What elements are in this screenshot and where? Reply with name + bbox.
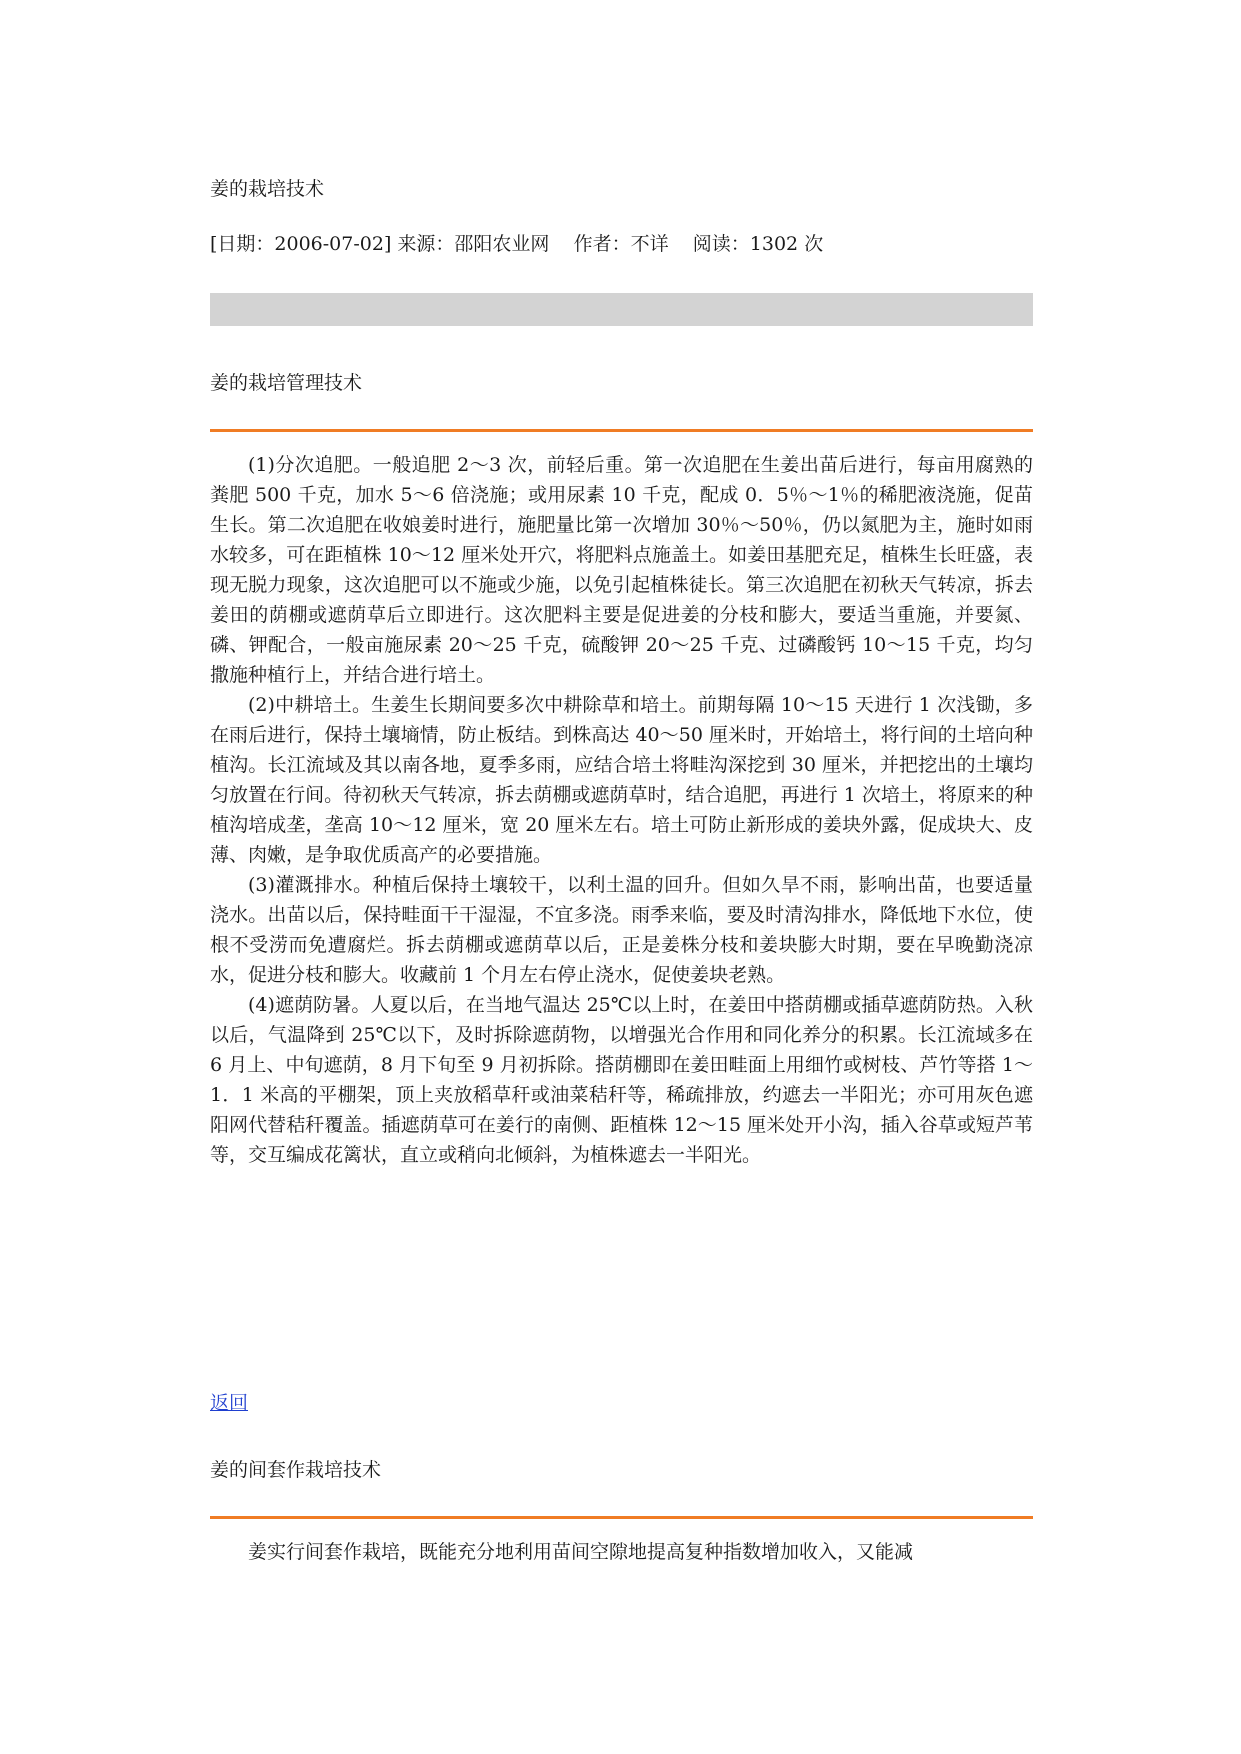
paragraph-irrigation: (3)灌溉排水。种植后保持土壤较干，以利土温的回升。但如久旱不雨，影响出苗，也要适量浇水。出苗以后，保持畦面干干湿湿，不宜多浇。雨季来临，要及时清沟排水，降低地下水位，使根不受涝而免遭腐烂。拆去荫棚或遮荫草以后，正是姜株分枝和姜块膨大时期，要在早晚勤浇凉水，促进分枝和膨大。收藏前 1 个月左右停止浇水，促使姜块老熟。 (210, 874, 1033, 986)
section-body-intercropping (210, 1537, 1033, 1567)
meta-date: [日期：2006-07-02] (210, 233, 392, 255)
orange-divider (210, 429, 1033, 432)
paragraph-fertilizing: (1)分次追肥。一般追肥 2～3 次，前轻后重。第一次追肥在生姜出苗后进行，每亩用腐熟的粪肥 500 千克，加水 5～6 倍浇施；或用尿素 10 千克，配成 0．5％～1％的稀肥液浇施，促苗生长。第二次追肥在收娘姜时进行，施肥量比第一次增加 30％～50％，仍以氮肥为主，施时如雨水较多，可在距植株 10～12 厘米处开穴，将肥料点施盖土。如姜田基肥充足，植株生长旺盛，表现无脱力现象，这次追肥可以不施或少施，以免引起植株徒长。第三次追肥在初秋天气转凉，拆去姜田的荫棚或遮荫草后立即进行。这次肥料主要是促进姜的分枝和膨大，要适当重施，并要氮、磷、钾配合，一般亩施尿素 20～25 千克，硫酸钾 20～25 千克、过磷酸钙 10～15 千克，均匀撒施种植行上，并结合进行培土。 (210, 454, 1033, 686)
paragraph-shading: (4)遮荫防暑。人夏以后，在当地气温达 25℃以上时，在姜田中搭荫棚或插草遮荫防热。入秋以后，气温降到 25℃以下，及时拆除遮荫物，以增强光合作用和同化养分的积累。长江流域多在 6 月上、中旬遮荫，8 月下旬至 9 月初拆除。搭荫棚即在姜田畦面上用细竹或树枝、芦竹等搭 1～1．1 米高的平棚架，顶上夹放稻草秆或油菜秸秆等，稀疏排放，约遮去一半阳光；亦可用灰色遮阳网代替秸秆覆盖。插遮荫草可在姜行的南侧、距植株 12～15 厘米处开小沟，插入谷草或短芦苇等，交互编成花篱状，直立或稍向北倾斜，为植株遮去一半阳光。 (210, 994, 1033, 1166)
meta-reads: 阅读：1302 次 (692, 233, 824, 255)
section-body-cultivation-management (210, 450, 1033, 1170)
section-heading-cultivation-management: 姜的栽培管理技术 (210, 372, 363, 394)
orange-divider (210, 1516, 1033, 1519)
back-link[interactable]: 返回 (210, 1392, 249, 1414)
meta-source: 来源：邵阳农业网 (397, 233, 550, 255)
article-title: 姜的栽培技术 (210, 178, 325, 200)
meta-author: 作者：不详 (573, 233, 669, 255)
paragraph-cultivating: (2)中耕培土。生姜生长期间要多次中耕除草和培土。前期每隔 10～15 天进行 1 次浅锄，多在雨后进行，保持土壤墒情，防止板结。到株高达 40～50 厘米时，开始培土，将行间的土培向种植沟。长江流域及其以南各地，夏季多雨，应结合培土将畦沟深挖到 30 厘米，并把挖出的土壤均匀放置在行间。待初秋天气转凉，拆去荫棚或遮荫草时，结合追肥，再进行 1 次培土，将原来的种植沟培成垄，垄高 10～12 厘米，宽 20 厘米左右。培土可防止新形成的姜块外露，促成块大、皮薄、肉嫩，是争取优质高产的必要措施。 (210, 694, 1033, 866)
paragraph-intercropping-intro: 姜实行间套作栽培，既能充分地利用苗间空隙地提高复种指数增加收入，又能减 (248, 1541, 914, 1563)
gray-divider-bar (210, 293, 1033, 326)
article-meta (210, 231, 823, 257)
section-heading-intercropping: 姜的间套作栽培技术 (210, 1459, 382, 1481)
